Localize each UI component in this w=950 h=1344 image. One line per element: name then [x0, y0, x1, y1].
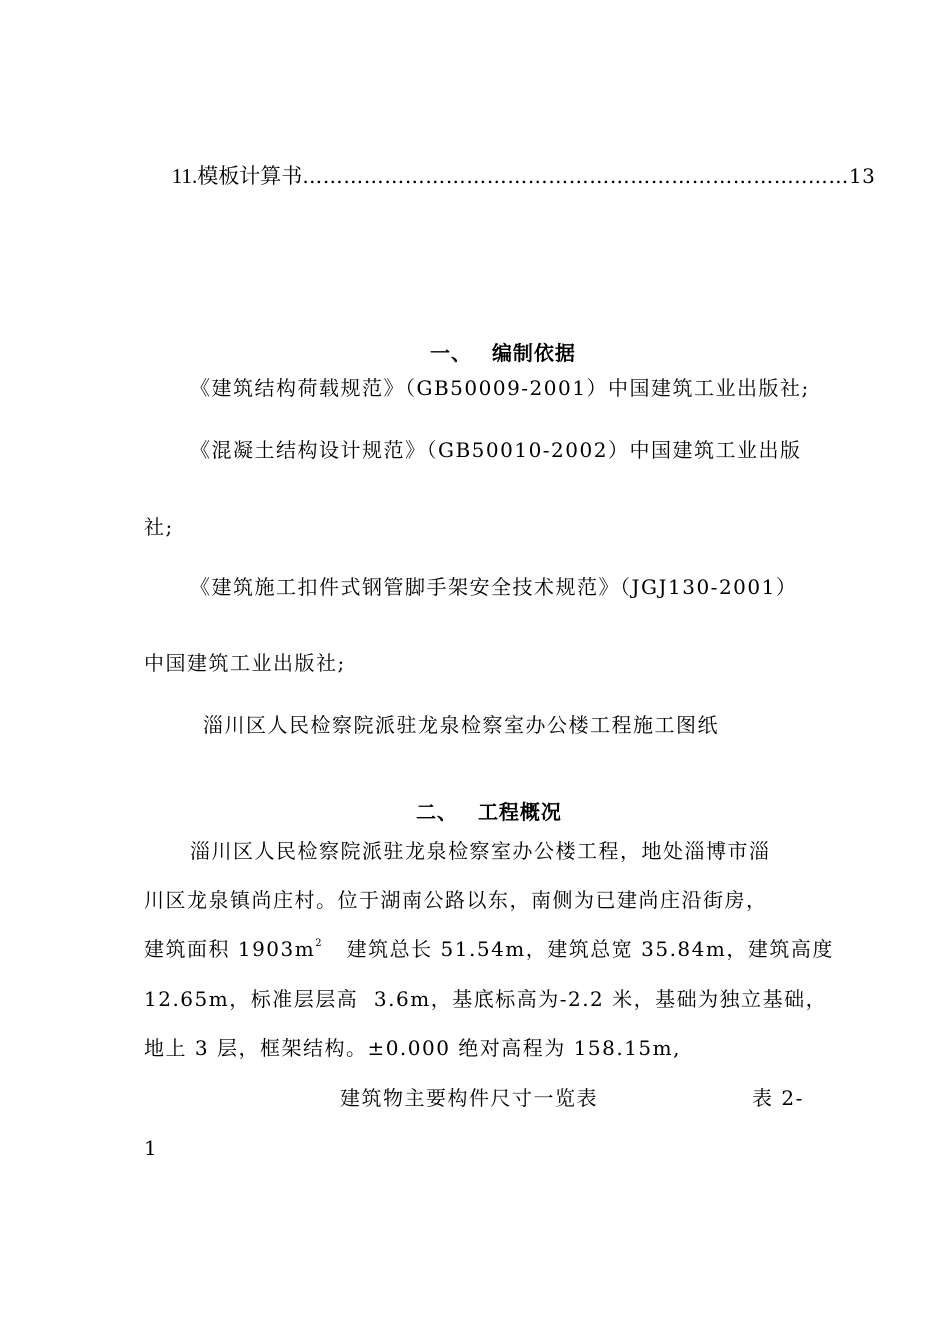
- reference-line: 中国建筑工业出版社;: [144, 651, 346, 675]
- toc-leader: ………………………………………………………………..……: [302, 164, 849, 188]
- reference-line: 《建筑结构荷载规范》（GB50009-2001）中国建筑工业出版社;: [190, 376, 810, 400]
- area-text: 建筑面积 1903m: [144, 937, 316, 961]
- paragraph-line: 12.65m，标准层层高 3.6m，基底标高为-2.2 米，基础为独立基础，: [144, 987, 828, 1011]
- superscript: 2: [315, 938, 324, 949]
- toc-entry-label: 11.模板计算书: [171, 164, 303, 188]
- table-number-continued: 1: [144, 1136, 159, 1160]
- section-number: 一、: [429, 341, 472, 365]
- paragraph-line: 地上 3 层，框架结构。±0.000 绝对高程为 158.15m,: [144, 1036, 681, 1060]
- section-title: 工程概况: [477, 800, 562, 824]
- paragraph-line: [144, 936, 834, 962]
- section-title: 编制依据: [491, 341, 576, 365]
- toc-entry-11[interactable]: [158, 137, 875, 189]
- paragraph-line: 川区龙泉镇尚庄村。位于湖南公路以东，南侧为已建尚庄沿街房，: [144, 888, 768, 912]
- dimension-text: 建筑总长 51.54m，建筑总宽 35.84m，建筑高度: [323, 937, 834, 961]
- section-heading-1: [414, 314, 576, 366]
- reference-line: 淄川区人民检察院派驻龙泉检察室办公楼工程施工图纸: [203, 713, 719, 737]
- table-caption: 建筑物主要构件尺寸一览表: [340, 1086, 598, 1110]
- toc-page-number: 13: [848, 164, 876, 188]
- section-heading-2: [400, 773, 562, 825]
- reference-line: 《混凝土结构设计规范》（GB50010-2002）中国建筑工业出版: [190, 438, 802, 462]
- table-number: 表 2-: [752, 1086, 804, 1110]
- paragraph-line: 淄川区人民检察院派驻龙泉检察室办公楼工程，地处淄博市淄: [190, 839, 771, 863]
- reference-line: 《建筑施工扣件式钢管脚手架安全技术规范》（JGJ130-2001）: [190, 575, 798, 599]
- reference-line: 社;: [144, 515, 174, 539]
- section-number: 二、: [415, 800, 458, 824]
